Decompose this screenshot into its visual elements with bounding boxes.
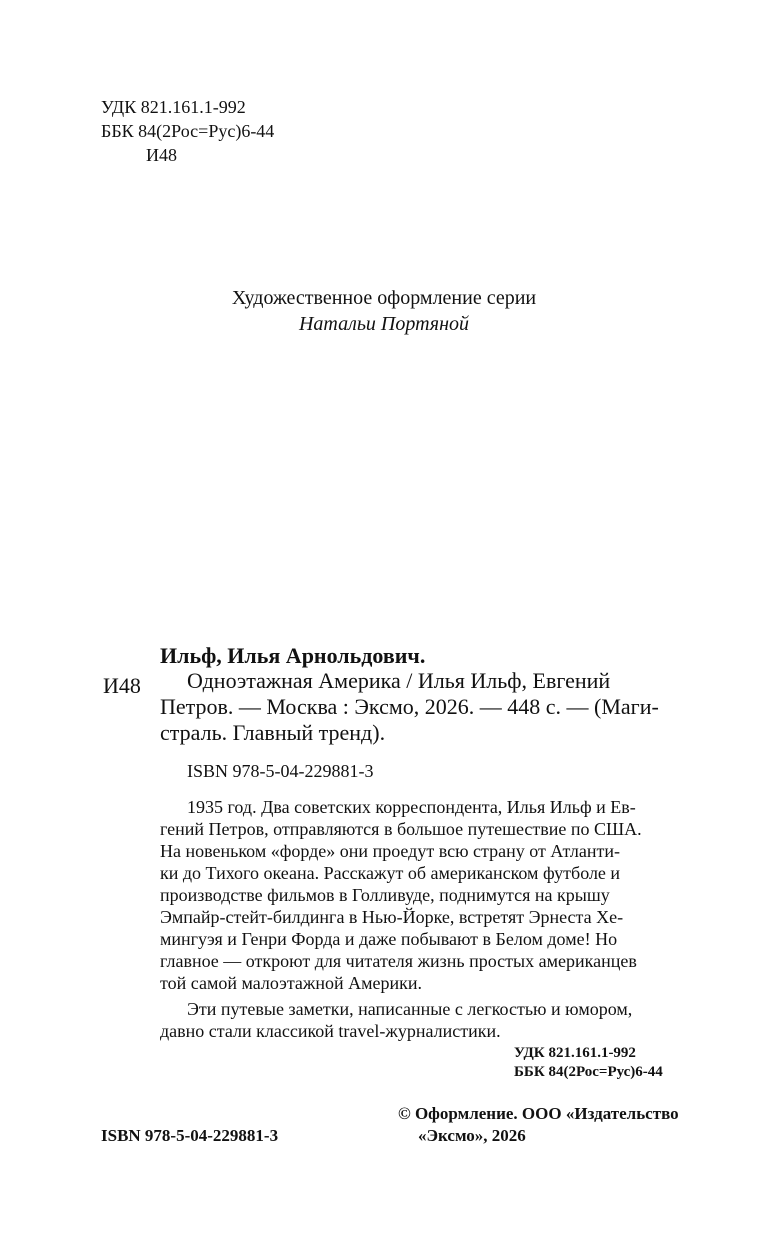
bbk-code-bottom: ББК 84(2Рос=Рус)6-44: [514, 1064, 663, 1080]
annotation-line: На новеньком «форде» они проедут всю страну от Атланти-: [160, 841, 620, 861]
footer-isbn: ISBN 978-5-04-229881-3: [101, 1126, 279, 1145]
author-index: И48: [146, 145, 177, 165]
copyright-line: «Эксмо», 2026: [418, 1126, 526, 1145]
annotation-line: Эти путевые заметки, написанные с легкостью и юмором,: [187, 999, 633, 1019]
annotation-line: ки до Тихого океана. Расскажут об американском футболе и: [160, 863, 621, 883]
bbk-code: ББК 84(2Рос=Рус)6-44: [101, 121, 275, 141]
record-author: Ильф, Илья Арнольдович.: [160, 643, 426, 668]
annotation-line: мингуэя и Генри Форда и даже побывают в Белом доме! Но: [160, 929, 618, 949]
record-title-line: Одноэтажная Америка / Илья Ильф, Евгений: [187, 668, 611, 693]
annotation-line: производстве фильмов в Голливуде, поднимутся на крышу: [160, 885, 610, 905]
annotation-line: той самой малоэтажной Америки.: [160, 973, 422, 993]
record-index: И48: [103, 673, 141, 698]
copyright-line: © Оформление. ООО «Издательство: [398, 1104, 679, 1123]
annotation-line: главное — откроют для читателя жизнь простых американцев: [160, 951, 637, 971]
annotation-line: давно стали классикой travel-журналистики.: [160, 1021, 501, 1041]
annotation-line: гений Петров, отправляются в большое путешествие по США.: [160, 819, 642, 839]
record-isbn: ISBN 978-5-04-229881-3: [187, 761, 374, 781]
designer-name: Натальи Портяной: [298, 313, 470, 335]
annotation-line: Эмпайр-стейт-билдинга в Нью-Йорке, встретят Эрнеста Хе-: [160, 907, 624, 927]
design-credit: Художественное оформление серии: [231, 287, 537, 309]
annotation-line: 1935 год. Два советских корреспондента, Илья Ильф и Ев-: [187, 797, 636, 817]
record-title-line: Петров. — Москва : Эксмо, 2026. — 448 с. — (Маги-: [160, 694, 659, 719]
udk-code-bottom: УДК 821.161.1-992: [514, 1045, 636, 1061]
record-title-line: страль. Главный тренд).: [160, 720, 386, 745]
udk-code: УДК 821.161.1-992: [101, 97, 246, 117]
